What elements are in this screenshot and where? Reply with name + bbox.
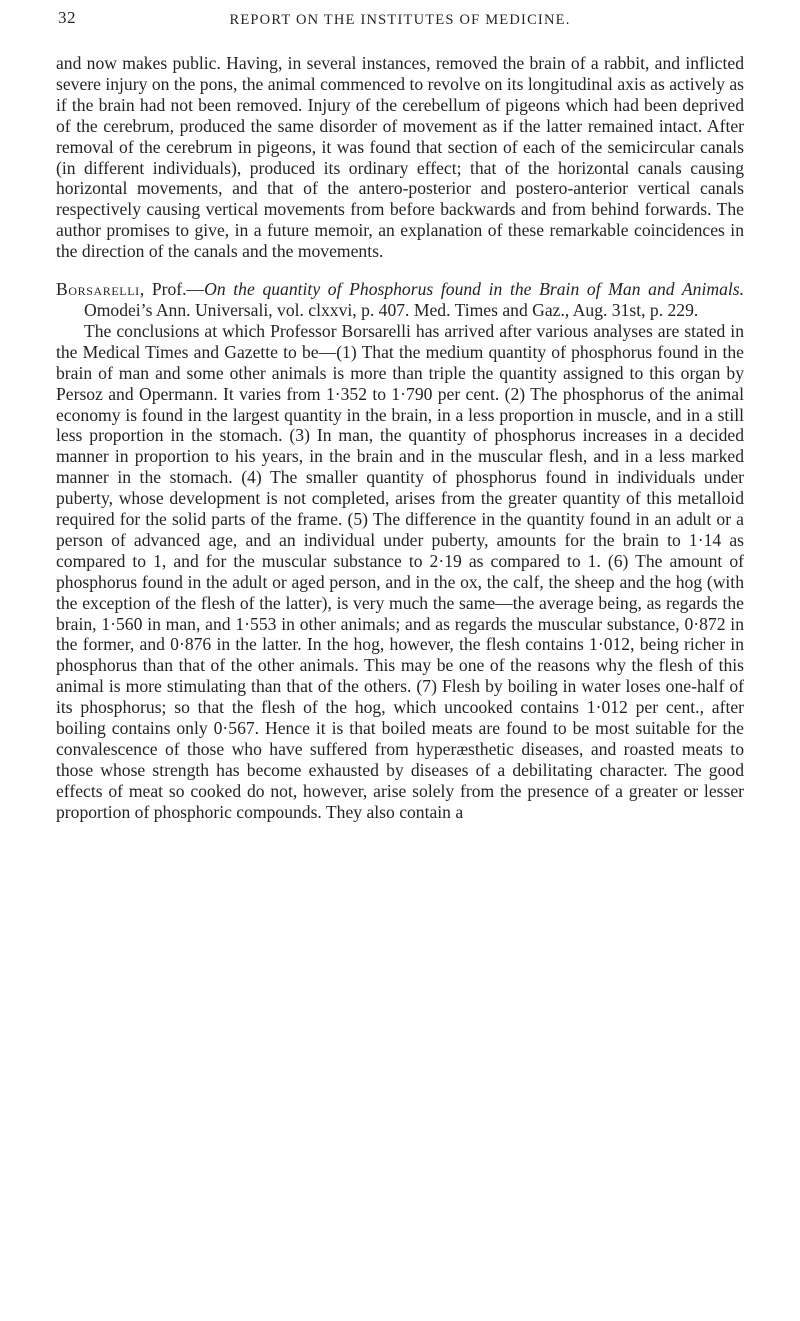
entry-body: The conclusions at which Professor Borsarelli has arrived after various analyses are stated in the Medical Times and Gazette to be—(1) That the medium quantity of phosphorus found in the brain of man and some other animals is more than triple the quantity assigned to this organ by Persoz and Opermann. It varies from 1·352 to 1·790 per cent. (2) The phosphorus of the animal economy is found in the largest quantity in the brain, in a less proportion in muscle, and in a still less proportion in the stomach. (3) In man, the quantity of phosphorus increases in a decided manner in proportion to his years, in the brain and in the muscular flesh, and in a less marked manner in the stomach. (4) The smaller quantity of phosphorus found in individuals under puberty, whose development is not completed, arises from the greater quantity of this metalloid required for the solid parts of the frame. (5) The difference in the quantity found in an adult or a person of advanced age, and an individual under puberty, amounts for the brain to 1·14 as compared to 1, and for the muscular substance to 2·19 as compared to 1. (6) The amount of phosphorus found in the adult or aged person, and in the ox, the calf, the sheep and the hog (with the exception of the flesh of the latter), is very much the same—the average being, as regards the brain, 1·560 in man, and 1·553 in other animals; and as regards the muscular substance, 0·872 in the former, and 0·876 in the latter. In the hog, however, the flesh contains 1·012, being richer in phosphorus than that of the other animals. This may be one of the reasons why the flesh of this animal is more stimulating than that of the others. (7) Flesh by boiling in water loses one-half of its phosphorus; so that the flesh of the hog, which uncooked contains 1·012 per cent., after boiling contains only 0·567. Hence it is that boiled meats are found to be most suitable for the convalescence of those who have suffered from hyperæsthetic diseases, and roasted meats to those whose strength has become exhausted by diseases of a debilitating character. The good effects of meat so cooked do not, however, arise solely from the presence of a greater or lesser proportion of phosphoric compounds. They also contain a [56,320,744,822]
entry-heading [56,279,744,321]
intro-paragraph: and now makes public. Having, in several instances, removed the brain of a rabbit, and inflicted severe injury on the pons, the animal commenced to revolve on its longitudinal axis as actively as if the brain had not been removed. Injury of the cerebellum of pigeons which had been deprived of the cerebrum, produced the same disorder of movement as if the latter remained intact. After removal of the cerebrum in pigeons, it was found that section of each of the semicircular canals (in different individuals), produced its ordinary effect; that of the horizontal canals causing horizontal movements, and that of the antero-posterior and postero-anterior vertical canals respectively causing vertical movements from before backwards and from behind forwards. The author promises to give, in a future memoir, an explanation of these remarkable coincidences in the direction of the canals and the movements. [56,53,744,262]
entry-citation: Omodei’s Ann. Universali, vol. clxxvi, p. 407. Med. Times and Gaz., Aug. 31st, p. 229. [84,299,699,320]
entry-author-suffix: , Prof.— [139,279,205,300]
page-header [56,4,744,34]
running-title: REPORT ON THE INSTITUTES OF MEDICINE. [229,12,571,28]
body-text [56,53,744,823]
entry-title: On the quantity of Phosphorus found in the Brain of Man and Animals. [204,279,744,300]
page-number: 32 [58,8,76,27]
entry-author: Borsarelli [56,279,140,300]
